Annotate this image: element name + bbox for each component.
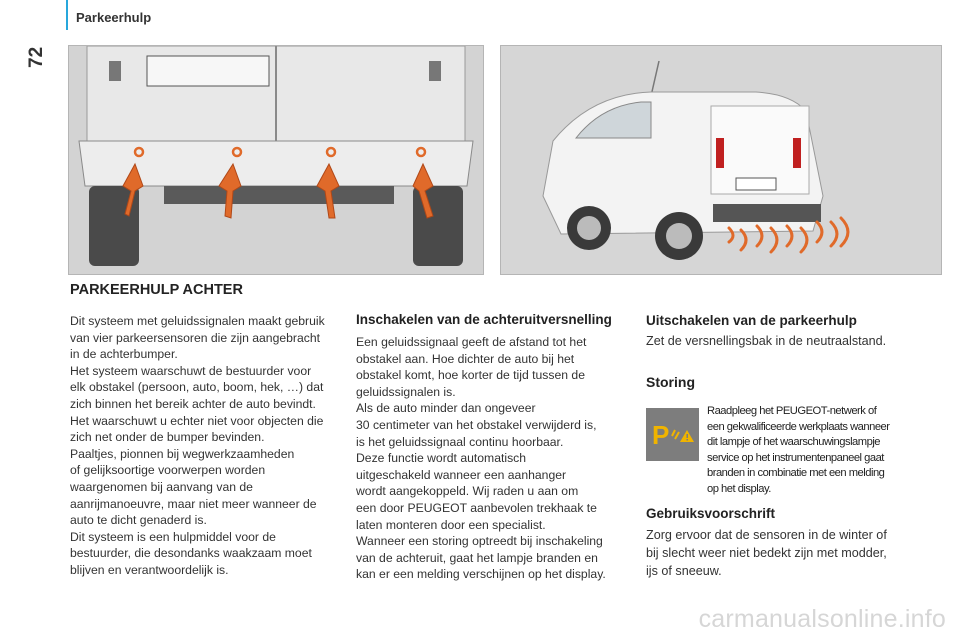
engage-text: Een geluidssignaal geeft de afstand tot het obstakel aan. Hoe dichter de auto bij het obstakel komt, hoe korter de tijd tussen de geluidssignalen is. Als de auto minder dan ongeveer 30 centimeter van het obstakel verwijderd is, is het geluidssignaal continu hoorbaar. Deze functie wordt automatisch uitgeschakeld wanneer een aanhanger wordt aangekoppeld. Wij raden u aan om een door PEUGEOT aanbevolen trekhaak te laten monteren door een specialist. Wanneer een storing optreedt bij inschakeling van de achteruit, gaat het lampje branden en kan er een melding verschijnen op het display.: [356, 335, 606, 582]
watermark: carmanualsonline.info: [698, 605, 946, 633]
engage-title: Inschakelen van de achteruitversnelling: [356, 312, 612, 327]
fault-title: Storing: [646, 374, 695, 390]
advice-title: Gebruiksvoorschrift: [646, 506, 776, 521]
advice-text: Zorg ervoor dat de sensoren in de winter of bij slecht weer niet bedekt zijn met modder, ijs of sneeuw.: [646, 528, 887, 578]
van-sensor-illustration: [500, 45, 942, 275]
disable-title: Uitschakelen van de parkeerhulp: [646, 313, 857, 328]
header-accent-bar: [66, 0, 68, 30]
rear-bumper-illustration: [68, 45, 484, 275]
intro-text: Dit systeem met geluidssignalen maakt gebruik van vier parkeersensoren die zijn aangebracht in de achterbumper. Het systeem waarschuwt de bestuurder voor elk obstakel (persoon, auto, boom, hek, …) dat zich binnen het bereik achter de auto bevindt. Het waarschuwt u echter niet voor objecten die zich net onder de bumper bevinden. Paaltjes, pionnen bij wegwerkzaamheden of gelijksoortige voorwerpen worden waargenomen bij aanvang van de aanrijmanoeuvre, maar niet meer wanneer de auto te dicht genaderd is. Dit systeem is een hulpmiddel voor de bestuurder, die desondanks waakzaam moet blijven en verantwoordelijk is.: [70, 314, 325, 577]
parking-sensor-warning-icon: [646, 408, 699, 461]
parking-p-glyph: P: [652, 420, 670, 450]
disable-text: Zet de versnellingsbak in de neutraalstand.: [646, 334, 887, 348]
main-title: PARKEERHULP ACHTER: [70, 282, 243, 298]
page-number: 72: [26, 46, 47, 68]
section-title: Parkeerhulp: [76, 10, 152, 25]
fault-text: Raadpleeg het PEUGEOT-netwerk of een gekwalificeerde werkplaats wanneer dit lampje of het waarschuwingslampje service op het instrumentenpaneel gaat branden in combinatie met een melding op het display.: [707, 405, 890, 495]
